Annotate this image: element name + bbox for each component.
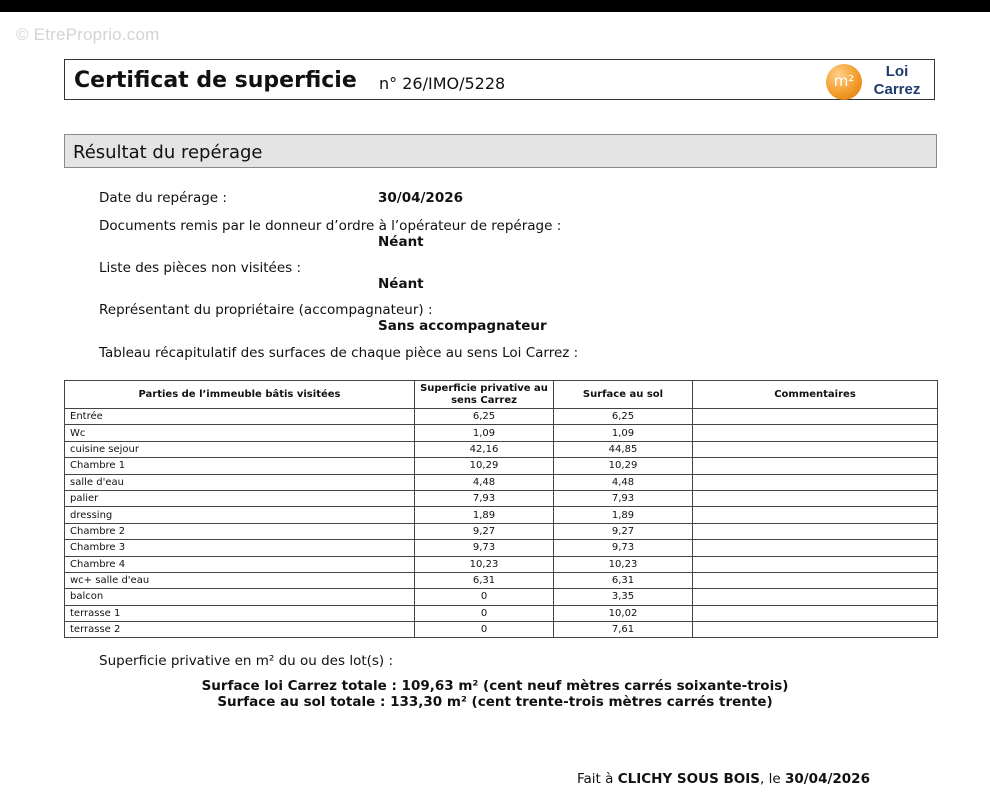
section-title: Résultat du repérage (73, 142, 263, 163)
totals-label: Superficie privative en m² du ou des lot(s) : (99, 653, 394, 669)
cell-piece: Wc (65, 425, 415, 441)
cell-sol: 10,29 (554, 458, 693, 474)
cell-carrez: 9,27 (415, 523, 554, 539)
surfaces-table (64, 380, 938, 638)
cell-piece: dressing (65, 507, 415, 523)
certificate-number: n° 26/IMO/5228 (379, 74, 506, 93)
cell-sol: 9,27 (554, 523, 693, 539)
logo-line-2: Carrez (873, 81, 921, 98)
cell-commentaire (693, 409, 938, 425)
cell-commentaire (693, 540, 938, 556)
logo-text (869, 63, 925, 99)
total-carrez: Surface loi Carrez totale : 109,63 m² (cent neuf mètres carrés soixante-trois) (201, 678, 789, 694)
cell-commentaire (693, 458, 938, 474)
table-row (65, 441, 938, 457)
column-header: Commentaires (693, 381, 938, 409)
cell-carrez: 0 (415, 605, 554, 621)
cell-piece: balcon (65, 589, 415, 605)
cell-sol: 44,85 (554, 441, 693, 457)
cell-commentaire (693, 622, 938, 638)
table-row (65, 490, 938, 506)
documents-value: Néant (378, 234, 424, 250)
cell-sol: 6,25 (554, 409, 693, 425)
column-header: Parties de l’immeuble bâtis visitées (65, 381, 415, 409)
table-row (65, 425, 938, 441)
cell-sol: 1,89 (554, 507, 693, 523)
tableau-label: Tableau récapitulatif des surfaces de chaque pièce au sens Loi Carrez : (99, 345, 579, 361)
cell-carrez: 0 (415, 589, 554, 605)
cell-piece: Chambre 3 (65, 540, 415, 556)
table-row (65, 458, 938, 474)
cell-carrez: 9,73 (415, 540, 554, 556)
table-row (65, 622, 938, 638)
pieces-label: Liste des pièces non visitées : (99, 260, 302, 276)
cell-commentaire (693, 441, 938, 457)
cell-piece: cuisine sejour (65, 441, 415, 457)
table-row (65, 507, 938, 523)
table-row (65, 409, 938, 425)
table-row (65, 605, 938, 621)
documents-label: Documents remis par le donneur d’ordre à l’opérateur de repérage : (99, 218, 562, 234)
cell-carrez: 10,29 (415, 458, 554, 474)
cell-commentaire (693, 490, 938, 506)
cell-sol: 7,61 (554, 622, 693, 638)
loi-carrez-logo (823, 62, 923, 98)
page-title: Certificat de superficie (74, 68, 357, 93)
signature-place-date (577, 771, 870, 787)
cell-piece: wc+ salle d'eau (65, 572, 415, 588)
table-row (65, 572, 938, 588)
cell-commentaire (693, 523, 938, 539)
cell-carrez: 1,09 (415, 425, 554, 441)
total-sol: Surface au sol totale : 133,30 m² (cent trente-trois mètres carrés trente) (217, 694, 773, 710)
cell-sol: 6,31 (554, 572, 693, 588)
cell-carrez: 4,48 (415, 474, 554, 490)
cell-piece: salle d'eau (65, 474, 415, 490)
representant-label: Représentant du propriétaire (accompagnateur) : (99, 302, 433, 318)
cell-commentaire (693, 474, 938, 490)
table-header-row (65, 381, 938, 409)
section-header (64, 134, 937, 168)
table-row (65, 523, 938, 539)
logo-line-1: Loi (885, 63, 909, 80)
cell-carrez: 0 (415, 622, 554, 638)
date-label: Date du repérage : (99, 190, 227, 206)
table-row (65, 474, 938, 490)
cell-carrez: 1,89 (415, 507, 554, 523)
table-row (65, 556, 938, 572)
date-value: 30/04/2026 (378, 190, 464, 206)
fait-prefix: Fait à (577, 771, 618, 787)
cell-carrez: 42,16 (415, 441, 554, 457)
table-row (65, 540, 938, 556)
fait-date: 30/04/2026 (784, 771, 870, 787)
cell-commentaire (693, 425, 938, 441)
cell-piece: Chambre 4 (65, 556, 415, 572)
certificate-header (64, 59, 935, 100)
cell-sol: 10,23 (554, 556, 693, 572)
table-row (65, 589, 938, 605)
cell-piece: Chambre 2 (65, 523, 415, 539)
cell-carrez: 10,23 (415, 556, 554, 572)
cell-sol: 4,48 (554, 474, 693, 490)
cell-sol: 1,09 (554, 425, 693, 441)
cell-sol: 7,93 (554, 490, 693, 506)
pieces-value: Néant (378, 276, 424, 292)
cell-piece: Entrée (65, 409, 415, 425)
cell-carrez: 6,31 (415, 572, 554, 588)
cell-piece: terrasse 1 (65, 605, 415, 621)
cell-commentaire (693, 605, 938, 621)
column-header: Surface au sol (554, 381, 693, 409)
watermark: © EtreProprio.com (16, 25, 160, 44)
cell-piece: palier (65, 490, 415, 506)
m2-icon: m² (826, 64, 862, 100)
cell-piece: terrasse 2 (65, 622, 415, 638)
cell-commentaire (693, 572, 938, 588)
representant-value: Sans accompagnateur (378, 318, 547, 334)
cell-sol: 9,73 (554, 540, 693, 556)
top-border (0, 0, 990, 12)
cell-carrez: 6,25 (415, 409, 554, 425)
cell-sol: 10,02 (554, 605, 693, 621)
cell-piece: Chambre 1 (65, 458, 415, 474)
fait-middle: , le (760, 771, 785, 787)
column-header: Superficie privative au sens Carrez (415, 381, 554, 409)
cell-commentaire (693, 556, 938, 572)
cell-commentaire (693, 589, 938, 605)
fait-city: CLICHY SOUS BOIS (617, 771, 761, 787)
cell-sol: 3,35 (554, 589, 693, 605)
cell-carrez: 7,93 (415, 490, 554, 506)
cell-commentaire (693, 507, 938, 523)
